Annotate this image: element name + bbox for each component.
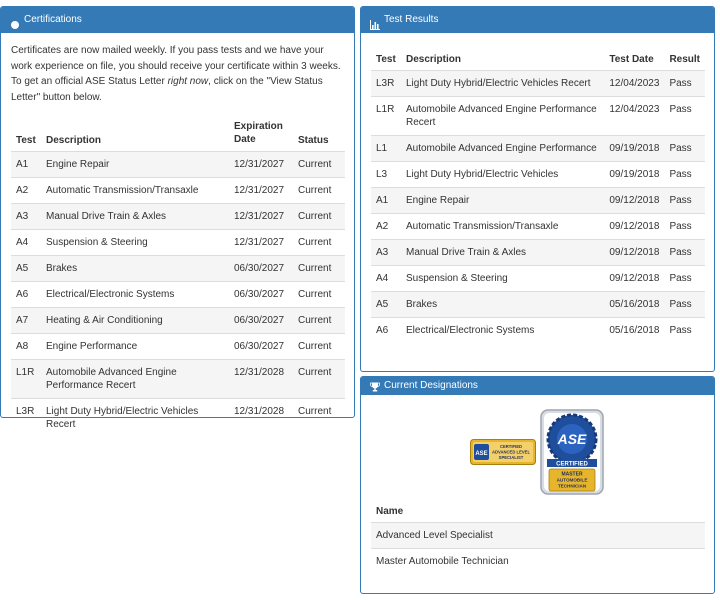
test-code: A3 (11, 204, 41, 230)
designations-header (361, 377, 714, 395)
expiration-date: 06/30/2027 (229, 334, 293, 360)
designations-panel (360, 376, 715, 594)
status: Current (293, 256, 345, 282)
status: Current (293, 399, 345, 438)
column-header-expiration-date: Expiration Date (234, 121, 283, 145)
test-description: Engine Repair (401, 188, 604, 214)
column-header-name: Name (376, 506, 404, 517)
circle-icon (10, 15, 20, 25)
column-header-test: Test (376, 54, 396, 65)
master-automobile-technician-badge (540, 409, 604, 495)
table-row (371, 240, 705, 266)
test-code: A4 (11, 230, 41, 256)
test-result: Pass (664, 240, 705, 266)
test-description: Brakes (401, 292, 604, 318)
table-row (11, 308, 345, 334)
test-code: A1 (371, 188, 401, 214)
test-code: A4 (371, 266, 401, 292)
test-date: 09/19/2018 (604, 162, 664, 188)
test-description: Manual Drive Train & Axles (401, 240, 604, 266)
test-description: Light Duty Hybrid/Electric Vehicles Recert (401, 71, 604, 97)
test-date: 09/12/2018 (604, 188, 664, 214)
test-date: 05/16/2018 (604, 292, 664, 318)
status: Current (293, 334, 345, 360)
test-code: L1R (11, 360, 41, 399)
column-header-status: Status (298, 135, 329, 146)
test-description: Brakes (41, 256, 229, 282)
test-result: Pass (664, 97, 705, 136)
test-description: Suspension & Steering (401, 266, 604, 292)
table-row (371, 214, 705, 240)
table-row (371, 136, 705, 162)
designations-title: Current Designations (384, 380, 478, 391)
column-header-description: Description (46, 135, 102, 146)
status: Current (293, 178, 345, 204)
expiration-date: 12/31/2027 (229, 152, 293, 178)
test-code: A6 (371, 318, 401, 344)
test-result: Pass (664, 162, 705, 188)
test-result: Pass (664, 136, 705, 162)
test-description: Engine Repair (41, 152, 229, 178)
advanced-level-specialist-badge (470, 439, 536, 465)
test-date: 09/12/2018 (604, 266, 664, 292)
svg-text:AUTOMOBILE: AUTOMOBILE (556, 477, 588, 483)
test-code: A8 (11, 334, 41, 360)
test-description: Electrical/Electronic Systems (41, 282, 229, 308)
table-row (371, 549, 705, 575)
table-row (11, 178, 345, 204)
certifications-table (11, 115, 345, 437)
expiration-date: 06/30/2027 (229, 308, 293, 334)
certifications-intro: Certificates are now mailed weekly. If you pass tests and we have your work experience on file, you should receive your certificate within 3 weeks. To get an official ASE Status Letter right now, click on the "View Status Letter" button below. (11, 45, 341, 103)
column-header-description: Description (405, 54, 461, 65)
test-description: Light Duty Hybrid/Electric Vehicles (401, 162, 604, 188)
expiration-date: 12/31/2028 (229, 360, 293, 399)
certifications-header (1, 7, 354, 33)
test-date: 09/19/2018 (604, 136, 664, 162)
test-code: A2 (11, 178, 41, 204)
test-description: Automobile Advanced Engine Performance (401, 136, 604, 162)
column-header-test: Test (16, 135, 36, 146)
status: Current (293, 204, 345, 230)
test-code: A5 (371, 292, 401, 318)
table-row (371, 188, 705, 214)
test-date: 09/12/2018 (604, 240, 664, 266)
designations-table (371, 501, 705, 574)
certifications-title: Certifications (24, 14, 82, 25)
designation-name: Advanced Level Specialist (371, 523, 705, 549)
table-row (11, 360, 345, 399)
test-description: Automobile Advanced Engine Performance Recert (401, 97, 604, 136)
table-row (11, 204, 345, 230)
test-results-title: Test Results (384, 14, 439, 25)
table-row (11, 152, 345, 178)
table-row (11, 230, 345, 256)
test-results-panel (360, 6, 715, 372)
status: Current (293, 360, 345, 399)
svg-text:CERTIFIED: CERTIFIED (556, 461, 588, 468)
table-row (11, 334, 345, 360)
table-row (371, 292, 705, 318)
test-code: A5 (11, 256, 41, 282)
test-code: A7 (11, 308, 41, 334)
table-row (11, 399, 345, 438)
test-date: 12/04/2023 (604, 71, 664, 97)
svg-text:CERTIFIED: CERTIFIED (499, 444, 523, 449)
test-code: L3R (11, 399, 41, 438)
test-description: Engine Performance (41, 334, 229, 360)
test-description: Automatic Transmission/Transaxle (401, 214, 604, 240)
svg-text:MASTER: MASTER (561, 471, 583, 478)
table-row (371, 97, 705, 136)
table-row (11, 282, 345, 308)
bar-chart-icon (370, 15, 380, 25)
expiration-date: 12/31/2028 (229, 399, 293, 438)
test-result: Pass (664, 318, 705, 344)
test-description: Automobile Advanced Engine Performance Recert (41, 360, 229, 399)
table-row (371, 71, 705, 97)
certifications-panel (0, 6, 355, 430)
test-result: Pass (664, 188, 705, 214)
test-code: L3R (371, 71, 401, 97)
svg-text:ASE: ASE (475, 451, 488, 457)
table-row (371, 523, 705, 549)
test-results-header (361, 7, 714, 33)
expiration-date: 06/30/2027 (229, 256, 293, 282)
test-date: 12/04/2023 (604, 97, 664, 136)
table-row (371, 162, 705, 188)
status: Current (293, 152, 345, 178)
designation-name: Master Automobile Technician (371, 549, 705, 575)
test-description: Electrical/Electronic Systems (401, 318, 604, 344)
test-description: Automatic Transmission/Transaxle (41, 178, 229, 204)
test-code: A2 (371, 214, 401, 240)
table-row (371, 318, 705, 344)
column-header-test-date: Test Date (609, 54, 654, 65)
test-code: L3 (371, 162, 401, 188)
expiration-date: 12/31/2027 (229, 204, 293, 230)
test-description: Heating & Air Conditioning (41, 308, 229, 334)
test-results-table (371, 49, 705, 343)
test-description: Light Duty Hybrid/Electric Vehicles Recert (41, 399, 229, 438)
test-date: 09/12/2018 (604, 214, 664, 240)
status: Current (293, 282, 345, 308)
test-result: Pass (664, 292, 705, 318)
designation-badges (361, 407, 714, 501)
test-code: A3 (371, 240, 401, 266)
test-result: Pass (664, 214, 705, 240)
expiration-date: 06/30/2027 (229, 282, 293, 308)
status: Current (293, 308, 345, 334)
test-result: Pass (664, 71, 705, 97)
expiration-date: 12/31/2027 (229, 178, 293, 204)
test-code: A1 (11, 152, 41, 178)
expiration-date: 12/31/2027 (229, 230, 293, 256)
svg-text:SPECIALIST: SPECIALIST (498, 455, 524, 460)
test-description: Manual Drive Train & Axles (41, 204, 229, 230)
test-code: A6 (11, 282, 41, 308)
test-code: L1R (371, 97, 401, 136)
column-header-result: Result (669, 54, 700, 65)
trophy-icon (370, 381, 380, 391)
status: Current (293, 230, 345, 256)
test-code: L1 (371, 136, 401, 162)
test-description: Suspension & Steering (41, 230, 229, 256)
table-row (371, 266, 705, 292)
svg-text:ASE: ASE (557, 431, 587, 447)
table-row (11, 256, 345, 282)
svg-text:ADVANCED LEVEL: ADVANCED LEVEL (491, 449, 531, 455)
svg-text:TECHNICIAN: TECHNICIAN (557, 483, 587, 489)
test-date: 05/16/2018 (604, 318, 664, 344)
test-result: Pass (664, 266, 705, 292)
